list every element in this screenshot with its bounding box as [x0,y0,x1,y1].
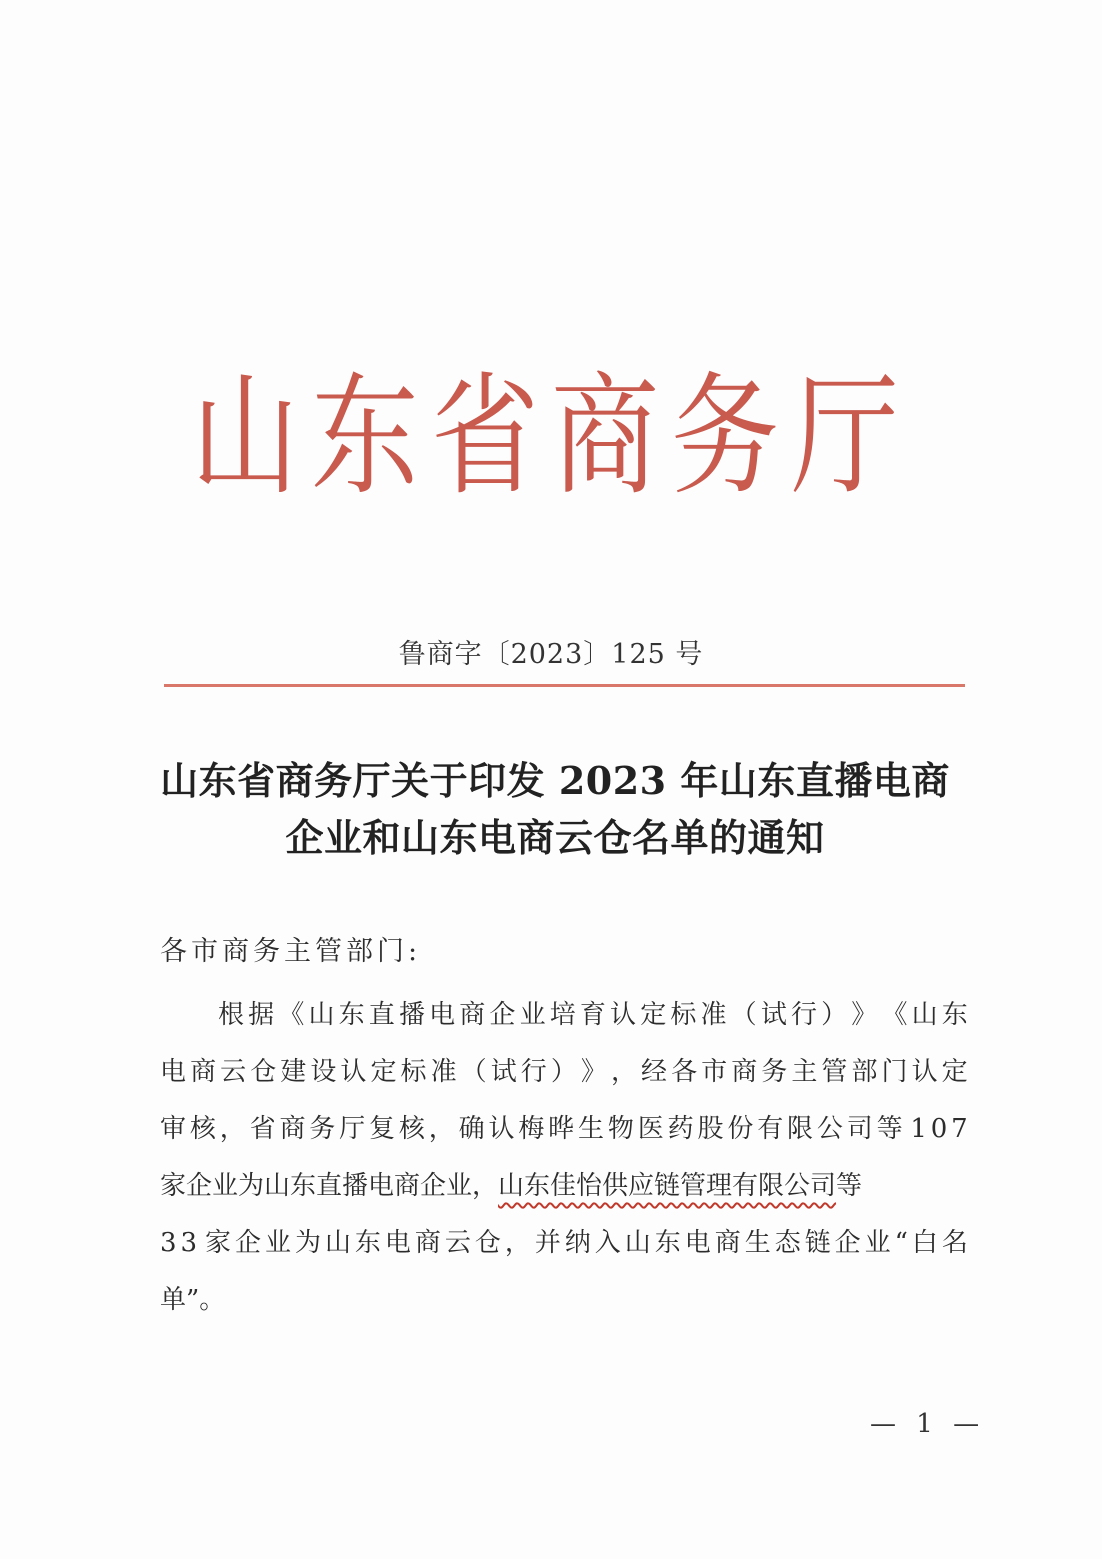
body-char: 设 [310,1057,337,1087]
body-char: 云 [444,1228,471,1258]
body-char: 仓 [474,1228,501,1258]
body-char: 东 [654,1228,681,1258]
body-char: 山 [624,1228,651,1258]
document-number: 鲁商字〔2023〕125 号 [398,639,704,670]
body-char: 行 [520,1057,547,1087]
body-line [160,1101,968,1158]
body-char: 定 [640,1000,667,1030]
body-char: 入 [594,1228,621,1258]
body-char: ， [219,1114,246,1144]
body-char: 1 [910,1114,927,1144]
body-char: 直 [368,1000,395,1030]
body-char: 药 [667,1114,694,1144]
body-char: 0 [930,1114,948,1144]
body-char: 白 [911,1228,938,1258]
body-char: 商 [190,1057,217,1087]
body-char: 试 [760,1000,787,1030]
body-char: 股 [697,1114,724,1144]
body-char: 务 [309,1114,336,1144]
body-char: 梅 [518,1114,545,1144]
body-char: 认 [610,1000,637,1030]
body-char: “ [894,1228,908,1258]
body-char: 生 [578,1114,605,1144]
body-char: 育 [579,1000,606,1030]
body-char: 》 [851,1000,878,1030]
agency-name: 山东省商务厅 [190,361,911,514]
body-char: 商 [414,1228,441,1258]
body-char: 《 [278,1000,305,1030]
title-line-1: 山东省商务厅关于印发 2023 年山东直播电商 [160,758,950,803]
body-char: 标 [670,1000,697,1030]
body-char: 商 [279,1114,306,1144]
body-char: 商 [731,1057,758,1087]
body-char: 根 [218,1000,245,1030]
body-char: 准 [700,1000,727,1030]
body-char: 企 [834,1228,861,1258]
body-line [160,1272,968,1329]
body-char: 商 [459,1000,486,1030]
body-char: ） [550,1057,577,1087]
body-char: 电 [429,1000,456,1030]
body-char: 业 [519,1000,546,1030]
body-char: 东 [941,1000,968,1030]
body-char: 电 [160,1057,187,1087]
body-char: 并 [534,1228,561,1258]
body-char: 医 [637,1114,664,1144]
body-char: 标 [400,1057,427,1087]
body-char: 复 [369,1114,396,1144]
body-char: 播 [398,1000,425,1030]
body-char: 省 [249,1114,276,1144]
body-char: （ [460,1057,487,1087]
body-char: 商 [714,1228,741,1258]
body-char: 东 [354,1228,381,1258]
body-char: 等 [876,1114,903,1144]
body-char: ， [428,1114,455,1144]
body-char: 审 [160,1114,187,1144]
body-char: （ [730,1000,757,1030]
body-char: 3 [160,1228,177,1258]
body-char: 家 [205,1228,232,1258]
body-char: 态 [774,1228,801,1258]
body-char: 业 [864,1228,891,1258]
body-line [160,987,968,1044]
body-line [160,1044,968,1101]
body-char: 定 [941,1057,968,1087]
body-char: 据 [248,1000,275,1030]
title-line-2: 企业和山东电商云仓名单的通知 [285,815,825,860]
document-title [140,752,970,866]
body-char: 山 [324,1228,351,1258]
body-char: 份 [727,1114,754,1144]
body-char: 认 [340,1057,367,1087]
body-char: ） [821,1000,848,1030]
body-char: 晔 [548,1114,575,1144]
body-char: 电 [384,1228,411,1258]
body-char: 核 [398,1114,425,1144]
body-char: 建 [280,1057,307,1087]
body-char: 行 [790,1000,817,1030]
body-char: 准 [430,1057,457,1087]
body-paragraph [160,987,968,1329]
body-char: 定 [370,1057,397,1087]
body-char: 企 [489,1000,516,1030]
body-char: 司 [846,1114,873,1144]
body-char: 《 [881,1000,908,1030]
body-char: 市 [701,1057,728,1087]
body-char: 山 [308,1000,335,1030]
red-divider-line [164,684,965,687]
body-char: 物 [607,1114,634,1144]
body-char: 限 [787,1114,814,1144]
body-char: 部 [851,1057,878,1087]
body-line-4-wrap [160,1158,862,1215]
page-number: — 1 — [870,1409,986,1439]
body-char: 门 [881,1057,908,1087]
body-char: 生 [744,1228,771,1258]
body-char: 业 [264,1228,291,1258]
body-char: 确 [458,1114,485,1144]
body-char: 主 [791,1057,818,1087]
body-char: 7 [951,1114,968,1144]
body-char: 云 [220,1057,247,1087]
body-char: 东 [338,1000,365,1030]
body-char: 》 [580,1057,607,1087]
body-char: 认 [911,1057,938,1087]
body-char: 务 [761,1057,788,1087]
body-char: 3 [180,1228,198,1258]
highlighted-company-name: 山东佳怡供应链管理有限公司 [498,1171,837,1201]
body-char: 公 [816,1114,843,1144]
salutation: 各市商务主管部门: [160,936,422,967]
body-char: ， [504,1228,531,1258]
body-char: 仓 [250,1057,277,1087]
body-line [160,1215,968,1272]
body-char: 山 [911,1000,938,1030]
body-text: 单”。 [160,1285,226,1315]
body-char: 试 [490,1057,517,1087]
body-char: 链 [804,1228,831,1258]
body-char: 为 [294,1228,321,1258]
body-char: 名 [941,1228,968,1258]
body-char: 电 [684,1228,711,1258]
body-char: 培 [549,1000,576,1030]
body-char: 认 [488,1114,515,1144]
body-text: 家企业为山东直播电商企业， [160,1171,499,1201]
body-char: 管 [821,1057,848,1087]
body-char: 各 [671,1057,698,1087]
body-char: 纳 [564,1228,591,1258]
body-char: 核 [189,1114,216,1144]
body-char: 有 [757,1114,784,1144]
body-char: 企 [234,1228,261,1258]
body-line [160,1158,968,1215]
body-char: 厅 [339,1114,366,1144]
body-char: ， [610,1057,637,1087]
body-text: 等 [836,1171,863,1201]
body-char: 经 [641,1057,668,1087]
